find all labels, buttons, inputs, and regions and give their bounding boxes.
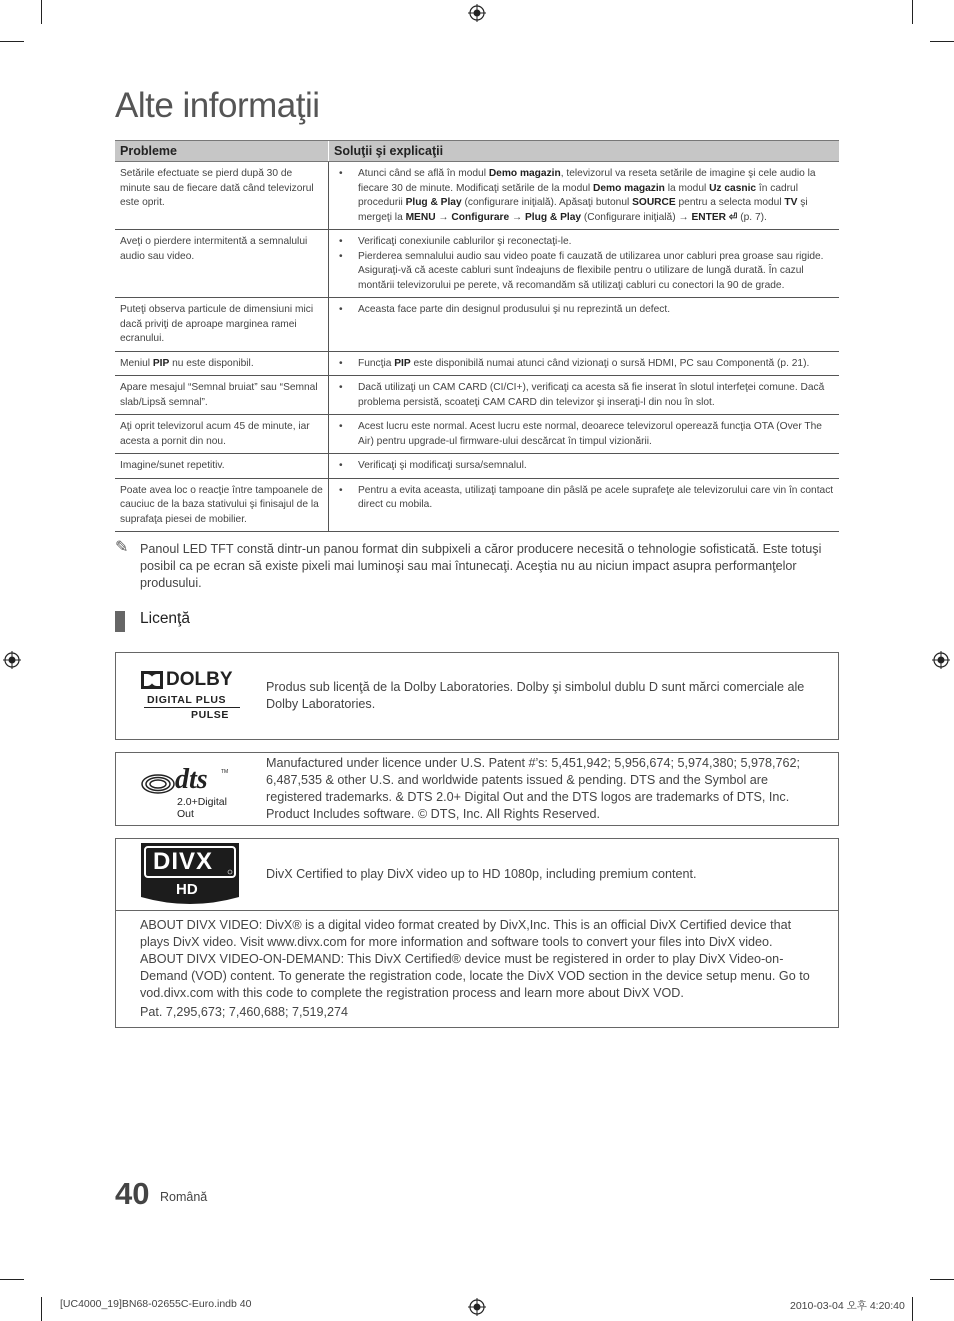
problem-cell: Aveţi o pierdere intermitentă a semnalului audio sau video. [115,230,329,298]
dts-license-box [115,752,839,826]
dts-logo-sub: 2.0+Digital Out [177,796,227,820]
note [115,541,835,592]
crop-mark [912,0,913,24]
solution-item: • Pierderea semnalului audio sau video poate fi cauzată de utilizarea unor cabluri prea groase sau rigide. Asiguraţi-vă că aceste cabluri sunt îndeajuns de flexibile pentru o utilizare de lungă durată. În cazul montării televizorului pe perete, vă recomandăm să utilizaţi cabluri cu conectori la 90 de grade. [358,250,834,294]
solution-list [339,303,834,318]
registration-mark-icon [932,651,950,669]
table-header-row [115,141,839,162]
solution-cell [329,351,840,376]
page-number: 40 [115,1176,150,1211]
table-row [115,454,839,479]
column-header-problems: Probleme [115,141,329,162]
solution-list [339,484,834,513]
solution-list [339,235,834,293]
problem-cell: Poate avea loc o reacţie între tampoanele de cauciuc de la baza stativului şi finisajul de la suprafaţa piesei de mobilier. [115,478,329,532]
problem-cell: Imagine/sunet repetitiv. [115,454,329,479]
solution-list [339,459,834,474]
solution-list [339,167,834,225]
crop-mark [912,1297,913,1321]
solution-list [339,381,834,410]
section-title-license: Licenţă [140,610,190,627]
note-text: Panoul LED TFT constă dintr-un panou format din subpixeli a căror producere necesită o tehnologie sofisticată. Este totuşi posibil ca pe ecran să existe pixeli mai luminoşi sau mai întunecaţi. Aceştia nu au niciun impact asupra performanţelor produsului. [140,542,822,590]
divx-about-text: ABOUT DIVX VIDEO: DivX® is a digital video format created by DivX,Inc. This is an official DivX Certified device that plays DivX video. Visit www.divx.com for more information and software tools to convert your files into DivX video. ABOUT DIVX VIDEO-ON-DEMAND: This DivX Certified® device must be registered in order to play DivX Video-on-Demand (VOD) content. To generate the registration code, locate the DivX VOD section in the device setup menu. Go to vod.divx.com with this code to complete the registration process and learn more about DivX VOD. [140,918,810,1000]
registration-mark-icon [468,4,486,22]
page-language: Română [160,1190,208,1204]
solution-cell [329,415,840,454]
solution-cell [329,298,840,352]
solution-cell [329,454,840,479]
divx-logo-sub: HD [176,881,198,898]
solution-item: • Atunci când se află în modul Demo magazin, televizorul va reseta setările de imagine şi cele audio la fiecare 30 de minute. Modificaţi setările de la modul Demo magazin la modul Uz casnic în cadrul procedurii Plug & Play (configurare iniţială). Apăsaţi butonul SOURCE pentru a selecta modul TV şi mergeţi la MENU → Configurare → Plug & Play (Configurare iniţială) → ENTER ⏎ (p. 7). [358,167,834,225]
problem-cell: Aţi oprit televizorul acum 45 de minute, iar acesta a pornit din nou. [115,415,329,454]
dolby-logo-line3: PULSE [191,709,230,721]
table-row [115,376,839,415]
dts-logo [141,764,243,820]
solution-list [339,420,834,449]
crop-mark [41,0,42,24]
solution-list [339,357,834,372]
solution-cell [329,478,840,532]
note-pencil-icon: ✎ [115,539,129,556]
solution-item: • Aceasta face parte din designul produsului şi nu reprezintă un defect. [358,303,834,318]
dolby-logo-line2: DIGITAL PLUS [147,694,227,706]
divx-logo [141,843,239,908]
divx-license-box [115,838,839,1028]
solution-item: • Acest lucru este normal. Acest lucru este normal, deoarece televizorul operează funcţia OTA (Over The Air) pentru upgrade-ul firmware-ului descărcat în timpul vizionării. [358,420,834,449]
problem-cell: Setările efectuate se pierd după 30 de minute sau de fiecare dată când televizorul este oprit. [115,162,329,230]
footer-file: [UC4000_19]BN68-02655C-Euro.indb 40 [60,1298,252,1310]
footer-timestamp: 2010-03-04 오후 4:20:40 [790,1300,905,1312]
dts-logo-text: dts [175,764,208,795]
solution-item: • Verificaţi şi modificaţi sursa/semnalul. [358,459,834,474]
dolby-license-text: Produs sub licenţă de la Dolby Laboratories. Dolby şi simbolul dublu D sunt mărci comerciale ale Dolby Laboratories. [266,680,805,711]
dolby-logo [141,670,243,722]
divx-box-divider [116,910,838,911]
dts-logo-tm: TM [221,769,229,775]
solution-cell [329,376,840,415]
table-row [115,478,839,532]
solution-item: • Dacă utilizaţi un CAM CARD (CI/CI+), verificaţi ca acesta să fie inserat în slotul interfeţei comune. Dacă problema persistă, scoateţi CAM CARD din televizor şi inseraţi-l din nou în slot. [358,381,834,410]
solution-cell [329,230,840,298]
crop-mark [930,1279,954,1280]
dts-license-text: Manufactured under licence under U.S. Patent #’s: 5,451,942; 5,956,674; 5,974,380; 5,978,762; 6,487,535 & other U.S. and worldwide patents issued & pending. DTS and the Symbol are registered trademarks. & DTS 2.0+ Digital Out and the DTS logos are trademarks of DTS, Inc. Product Includes software. © DTS, Inc. All Rights Reserved. [266,756,800,821]
divx-patents-text: Pat. 7,295,673; 7,460,688; 7,519,274 [140,1005,348,1019]
dolby-logo-rule [144,707,240,708]
problem-cell: Meniul PIP nu este disponibil. [115,351,329,376]
crop-mark [930,41,954,42]
divx-logo-text: DIVX [153,848,214,875]
section-marker [115,611,125,632]
dts-symbol-icon [141,773,175,795]
registration-mark-icon [468,1298,486,1316]
troubleshooting-table [115,140,839,532]
table-body [115,162,839,532]
solution-item: • Funcţia PIP este disponibilă numai atunci când vizionaţi o sursă HDMI, PC sau Componentă (p. 21). [358,357,834,372]
table-row [115,298,839,352]
table-row [115,230,839,298]
crop-mark [41,1297,42,1321]
solution-item: • Pentru a evita aceasta, utilizaţi tampoane din pâslă pe acele suprafeţe ale televizorului care vin în contact direct cu mobila. [358,484,834,513]
dolby-double-d-icon [141,671,163,689]
crop-mark [0,1279,24,1280]
table-row [115,351,839,376]
crop-mark [0,41,24,42]
table-row [115,162,839,230]
problem-cell: Puteţi observa particule de dimensiuni mici dacă priviţi de aproape marginea ramei ecranului. [115,298,329,352]
registration-mark-icon [3,651,21,669]
page-title: Alte informaţii [115,86,320,125]
problem-cell: Apare mesajul “Semnal bruiat” sau “Semnal slab/Lipsă semnal”. [115,376,329,415]
solution-item: • Verificaţi conexiunile cablurilor şi reconectaţi-le. [358,235,834,250]
divx-certified-text: DivX Certified to play DivX video up to HD 1080p, including premium content. [266,867,697,881]
column-header-solutions: Soluţii şi explicaţii [329,141,840,162]
solution-cell [329,162,840,230]
dolby-logo-text: DOLBY [166,669,233,690]
table-row [115,415,839,454]
dolby-license-box [115,652,839,740]
